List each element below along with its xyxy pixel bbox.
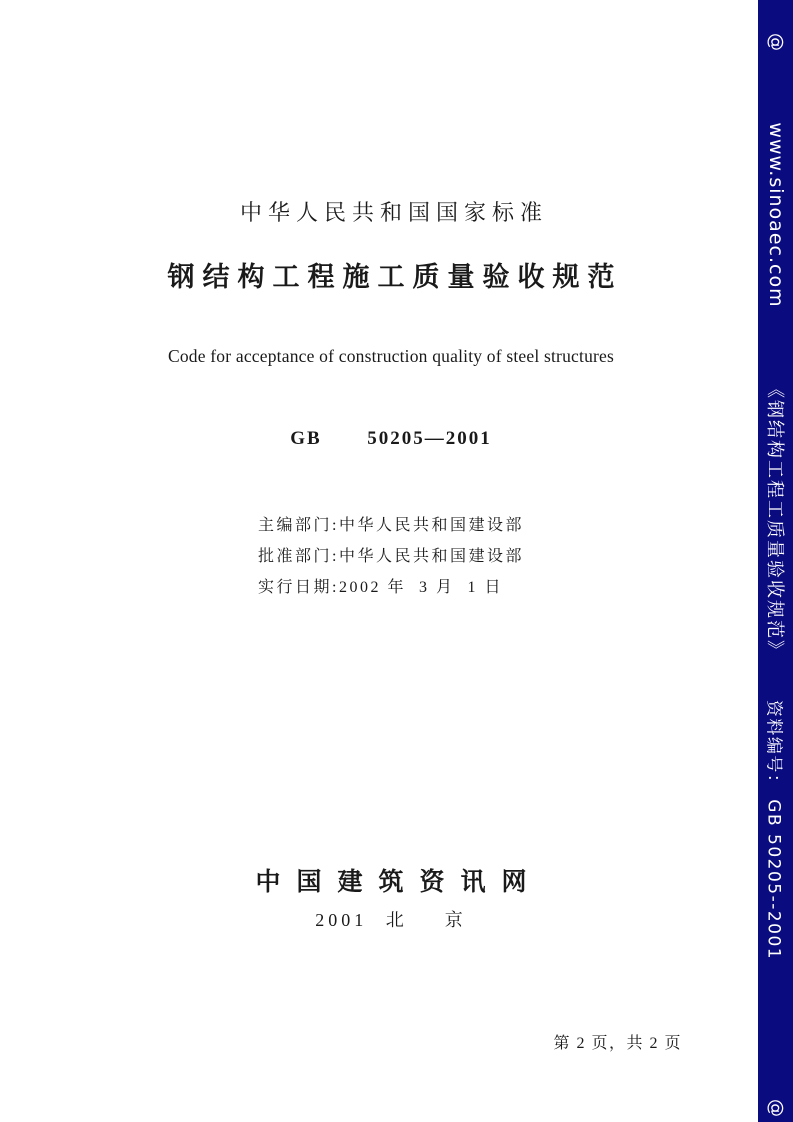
- national-standard-label: 中华人民共和国国家标准: [239, 200, 548, 225]
- spine-document-title: 《钢结构工程工质量验收规范》: [764, 380, 785, 660]
- spine-website-text: www.sinoaec.com: [764, 122, 787, 308]
- at-symbol-icon: @: [765, 1099, 786, 1117]
- spine-sidebar: [758, 0, 793, 1122]
- standard-code: GB 50205—2001: [290, 428, 492, 449]
- publication-info-block: [12, 510, 770, 603]
- publication-year-city: 2001 北 京: [315, 910, 467, 930]
- spine-document-ref-number: 资料编号： GB 50205--2001: [763, 699, 783, 961]
- chief-editor-department-line: 主编部门:中华人民共和国建设部: [258, 517, 524, 534]
- publication-info-inner: [258, 510, 524, 603]
- cover-content: [12, 0, 770, 1122]
- standard-title-english: Code for acceptance of construction quality of steel structures: [167, 346, 615, 366]
- publisher-name: 中国建筑资讯网: [255, 869, 543, 896]
- approval-department-line: 批准部门:中华人民共和国建设部: [258, 548, 524, 565]
- implementation-date-line: 实行日期:2002 年 3 月 1 日: [258, 579, 503, 596]
- standard-title-chinese: 钢结构工程施工质量验收规范: [167, 262, 623, 292]
- page-number-footer: 第 2 页，共 2 页: [553, 1035, 682, 1052]
- at-symbol-icon: @: [765, 33, 786, 51]
